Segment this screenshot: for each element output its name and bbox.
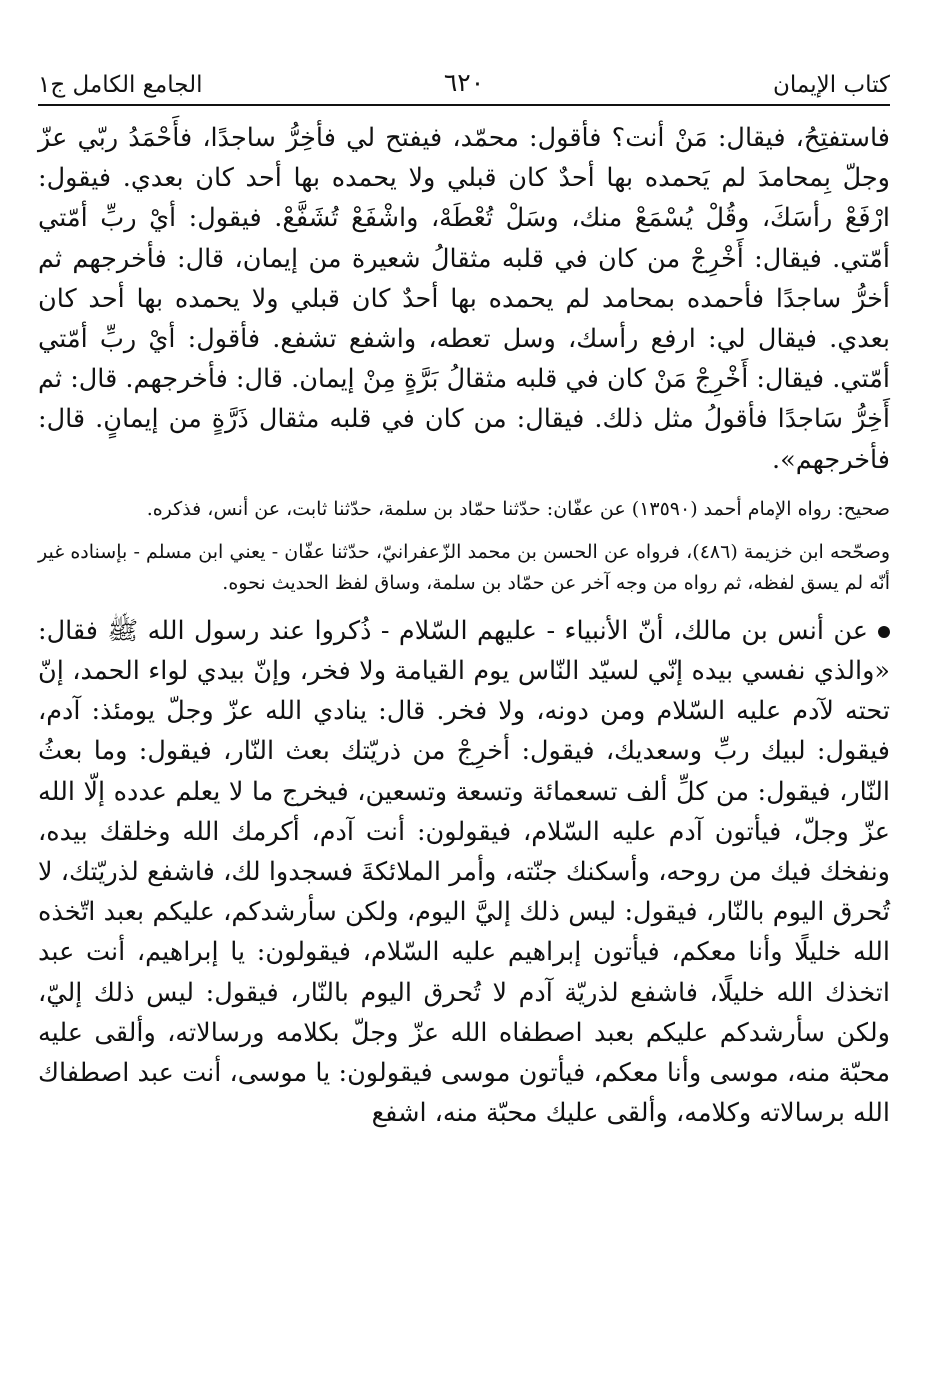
- book-title: الجامع الكامل ج١: [38, 72, 203, 98]
- page-header: [38, 62, 890, 106]
- book-page: [38, 62, 890, 1133]
- note-paragraph: صحيح: رواه الإمام أحمد (١٣٥٩٠) عن عفّان: حدّثنا حمّاد بن سلمة، حدّثنا ثابت، عن أنس، فذكره.: [146, 497, 890, 520]
- page-number: ٦٢٠: [443, 68, 485, 97]
- note-paragraph: وصحّحه ابن خزيمة (٤٨٦)، فرواه عن الحسن بن محمد الزّعفرانيّ، حدّثنا عفّان - يعني ابن مسلم - بإسناده غير أنّه لم يسق لفظه، ثم رواه من وجه آخر عن حمّاد بن سلمة، وساق لفظ الحديث نحوه.: [38, 540, 891, 594]
- hadith-text: عن أنس بن مالك، أنّ الأنبياء - عليهم السّلام - ذُكروا عند رسول الله ﷺ فقال: «والذي نفسي بيده إنّي لسيّد النّاس يوم القيامة ولا فخر، وإنّ بيدي لواء الحمد، إنّ تحته لآدم عليه السّلام ومن دونه، ولا فخر. قال: ينادي الله عزّ وجلّ يومئذ: آدم، فيقول: لبيك ربِّ وسعديك، فيقول: أخرِجْ من ذريّتك بعث النّار، فيقول: وما بعثُ النّار، فيقول: من كلِّ ألف تسعمائة وتسعة وتسعين، فيخرج ما لا يعلم عدده إلّا الله عزّ وجلّ، فيأتون آدم عليه السّلام، فيقولون: أنت آدم، أكرمك الله وخلقك بيده، ونفخك فيك من روحه، وأسكنك جنّته، وأمر الملائكةَ فسجدوا لك، فاشفع لذريّتك، لا تُحرق اليوم بالنّار، فيقول: ليس ذلك إليَّ اليوم، ولكن سأرشدكم، عليكم بعبد اتّخذه الله خليلًا وأنا معكم، فيأتون إبراهيم عليه السّلام، فيقولون: يا إبراهيم، أنت عبد اتخذك الله خليلًا، فاشفع لذريّة آدم لا تُحرق اليوم بالنّار، فيقول: ليس ذلك إليّ، ولكن سأرشدكم عليكم بعبد اصطفاه الله عزّ وجلّ بكلامه ورسالاته، وألقى عليه محبّة منه، موسى وأنا معكم، فيأتون موسى فيقولون: يا موسى، أنت عبد اصطفاك الله برسالاته وكلامه، وألقى عليك محبّة منه، اشفع: [38, 615, 890, 1129]
- new-hadith-paragraph: [38, 611, 890, 1134]
- takhrij-notes: [38, 494, 890, 599]
- hadith-continuation-text: فاستفتِحُ، فيقال: مَنْ أنت؟ فأقول: محمّد، فيفتح لي فأخِرُّ ساجدًا، فأَحْمَدُ ربّي عزّ وجلّ بِمحامدَ لم يَحمده بها أحدٌ كان قبلي ولا يحمده بها أحد كان بعدي. فيقول: ارْفَعْ رأسَكَ، وقُلْ يُسْمَعْ منك، وسَلْ تُعْطَهْ، واشْفَعْ تُشَفَّعْ. فيقول: أيْ ربِّ أمّتي أمّتي. فيقال: أَخْرِجْ من كان في قلبه مثقالُ شعيرة من إيمان، قال: فأخرجهم ثم أخرُّ ساجدًا فأحمده بمحامد لم يحمده بها أحدٌ كان قبلي ولا يحمده بها أحد كان بعدي. فيقال لي: ارفع رأسك، وسل تعطه، واشفع تشفع. فأقول: أيْ ربِّ أمّتي أمّتي. فيقال: أَخْرِجْ مَنْ كان في قلبه مثقالُ بَرَّةٍ مِنْ إيمان. قال: فأخرجهم. قال: ثم أَخِرُّ سَاجدًا فأقولُ مثل ذلك. فيقال: من كان في قلبه مثقال ذَرَّةٍ من إيمانٍ. قال: فأخرجهم».: [38, 123, 890, 475]
- chapter-title: كتاب الإيمان: [773, 72, 890, 98]
- bullet-icon: [878, 626, 890, 638]
